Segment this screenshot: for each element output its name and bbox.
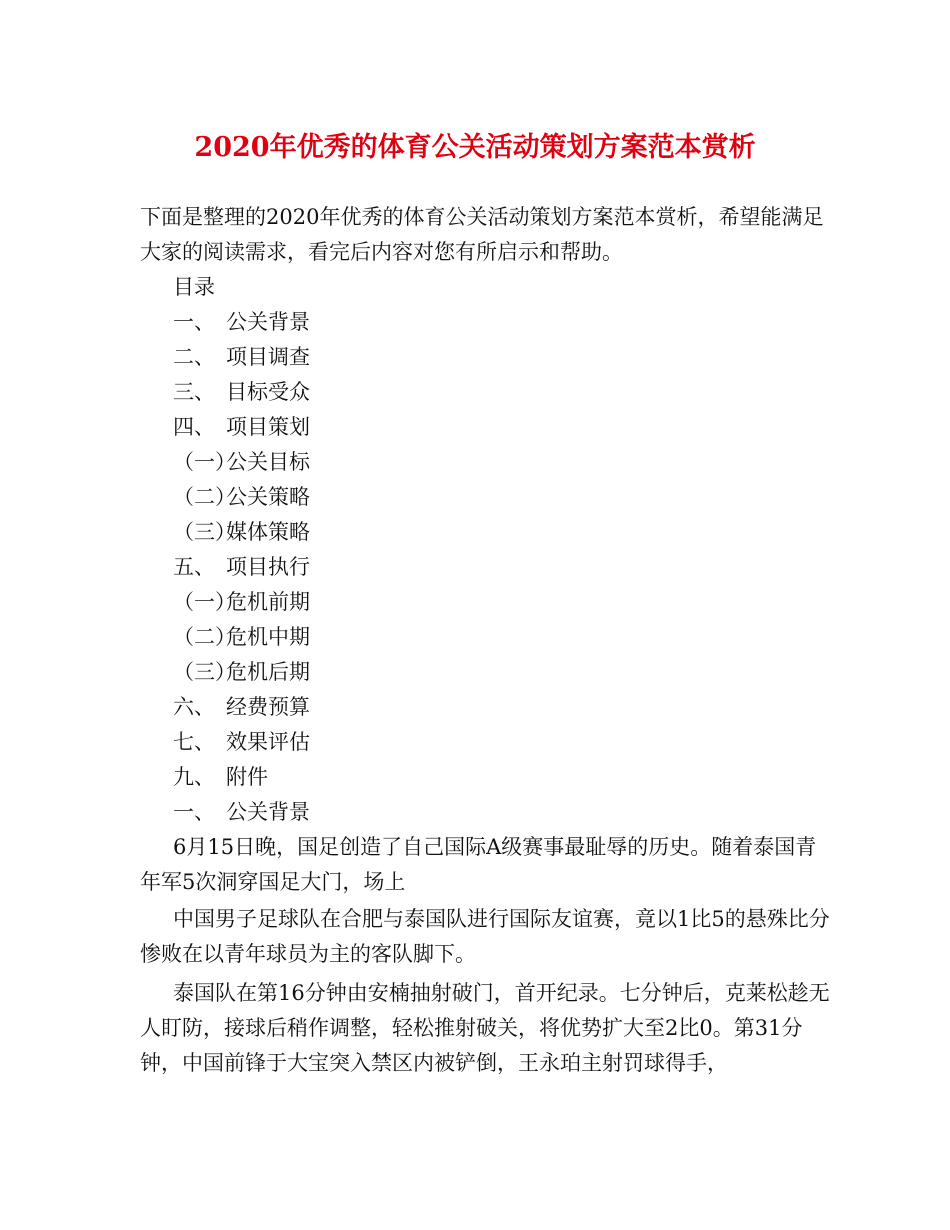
toc-item-label: 公关策略 [226,485,310,509]
body-paragraph: 泰国队在第16分钟由安楠抽射破门，首开纪录。七分钟后，克莱松趁无人盯防，接球后稍作调整，轻松推射破关，将优势扩大至2比0。第31分钟，中国前锋于大宝突入禁区内被铲倒，王永珀主射罚球得手， [140,981,830,1075]
toc-item [140,795,830,830]
toc-item-label: 效果评估 [226,730,310,754]
table-of-contents [140,305,830,830]
toc-item-label: 经费预算 [226,695,310,719]
toc-item-label: 项目策划 [226,415,310,439]
toc-item-number: （二） [173,625,236,649]
toc-item [140,690,830,725]
toc-item-number: （二） [173,485,236,509]
page-title: 2020年优秀的体育公关活动策划方案范本赏析 [194,132,756,163]
toc-item [140,480,830,515]
toc-item [140,445,830,480]
body-paragraph: 6月15日晚，国足创造了自己国际A级赛事最耻辱的历史。随着泰国青年军5次洞穿国足大门，场上 [140,835,817,894]
toc-item-label: 公关背景 [226,800,310,824]
toc-item-number: 三、 [173,380,215,404]
toc-item-label: 媒体策略 [226,520,310,544]
toc-item [140,620,830,655]
document-body [140,200,830,1081]
toc-item-label: 公关目标 [226,450,310,474]
toc-item-number: 七、 [173,730,215,754]
intro-paragraph: 下面是整理的2020年优秀的体育公关活动策划方案范本赏析，希望能满足大家的阅读需求，看完后内容对您有所启示和帮助。 [140,205,824,264]
toc-item-number: 一、 [173,310,215,334]
toc-item-label: 危机中期 [226,625,310,649]
toc-item-number: 二、 [173,345,215,369]
toc-item [140,515,830,550]
toc-item [140,655,830,690]
toc-item [140,340,830,375]
toc-item-number: 一、 [173,800,215,824]
toc-heading: 目录 [173,275,215,299]
toc-item [140,305,830,340]
toc-item-label: 危机前期 [226,590,310,614]
toc-item-number: 四、 [173,415,215,439]
toc-item-number: （一） [173,590,236,614]
toc-item [140,410,830,445]
toc-item [140,585,830,620]
body-paragraph: 中国男子足球队在合肥与泰国队进行国际友谊赛，竟以1比5的悬殊比分惨败在以青年球员为主的客队脚下。 [140,907,830,966]
toc-item-number: （三） [173,660,236,684]
toc-item-number: 五、 [173,555,215,579]
toc-item-label: 项目执行 [226,555,310,579]
toc-item [140,725,830,760]
toc-item-number: 九、 [173,765,215,789]
toc-item-number: 六、 [173,695,215,719]
toc-item-label: 项目调查 [226,345,310,369]
toc-item-number: （三） [173,520,236,544]
toc-item-label: 危机后期 [226,660,310,684]
toc-item-label: 公关背景 [226,310,310,334]
toc-item [140,760,830,795]
toc-item-number: （一） [173,450,236,474]
toc-item [140,375,830,410]
toc-item-label: 目标受众 [226,380,310,404]
toc-item-label: 附件 [226,765,268,789]
toc-item [140,550,830,585]
